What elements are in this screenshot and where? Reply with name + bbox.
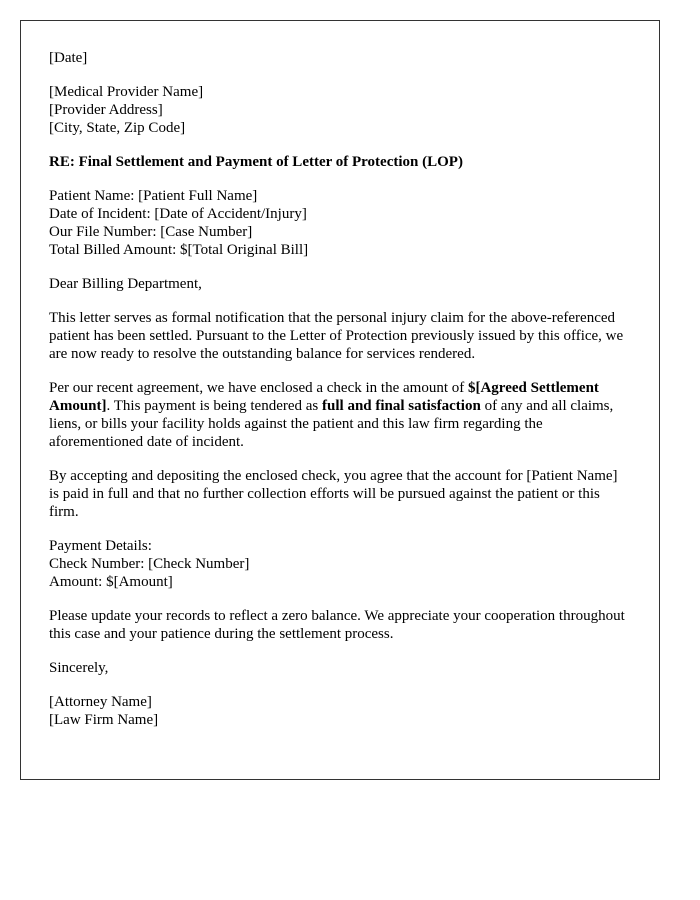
closing: Sincerely, [49, 660, 109, 676]
signature-block [49, 693, 631, 729]
closing-block [49, 659, 631, 677]
salutation-block [49, 275, 631, 293]
subject-block [49, 153, 631, 171]
paragraph-payment-text-2: . This payment is being tendered as [106, 398, 323, 414]
payment-details-block [49, 537, 631, 591]
recipient-address-block [49, 83, 631, 137]
salutation: Dear Billing Department, [49, 276, 202, 292]
file-number-line: Our File Number: [Case Number] [49, 224, 253, 240]
letter-page [20, 20, 660, 780]
patient-name-line: Patient Name: [Patient Full Name] [49, 188, 258, 204]
paragraph-payment-enclosed [49, 379, 631, 451]
recipient-name: [Medical Provider Name] [49, 84, 204, 100]
paragraph-acceptance-terms: By accepting and depositing the enclosed check, you agree that the account for [Patient Name] is paid in full and that no further collection efforts will be pursued against the patient or this firm. [49, 468, 618, 520]
check-number-line: Check Number: [Check Number] [49, 556, 250, 572]
letter-subject: RE: Final Settlement and Payment of Letter of Protection (LOP) [49, 154, 463, 170]
total-billed-line: Total Billed Amount: $[Total Original Bill] [49, 242, 309, 258]
recipient-address: [Provider Address] [49, 102, 163, 118]
law-firm-name: [Law Firm Name] [49, 712, 159, 728]
recipient-city-state-zip: [City, State, Zip Code] [49, 120, 186, 136]
full-final-satisfaction: full and final satisfaction [322, 398, 481, 414]
payment-details-heading: Payment Details: [49, 538, 152, 554]
paragraph-settlement-notice: This letter serves as formal notification that the personal injury claim for the above-referenced patient has been settled. Pursuant to the Letter of Protection previously issued by this office, we are now ready to resolve the outstanding balance for services rendered. [49, 310, 624, 362]
letter-date: [Date] [49, 50, 88, 66]
case-details-block [49, 187, 631, 259]
settlement-amount: $[Agreed Settlement Amount] [49, 380, 599, 414]
paragraph-update-records: Please update your records to reflect a zero balance. We appreciate your cooperation throughout this case and your patience during the settlement process. [49, 608, 625, 642]
letter-date-block [49, 49, 631, 67]
attorney-name: [Attorney Name] [49, 694, 152, 710]
paragraph-payment-text-3: of any and all claims, liens, or bills your facility holds against the patient and this law firm regarding the aforementioned date of incident. [49, 398, 614, 450]
amount-line: Amount: $[Amount] [49, 574, 173, 590]
date-of-incident-line: Date of Incident: [Date of Accident/Injury] [49, 206, 307, 222]
paragraph-payment-text-1: Per our recent agreement, we have enclosed a check in the amount of [49, 380, 468, 396]
